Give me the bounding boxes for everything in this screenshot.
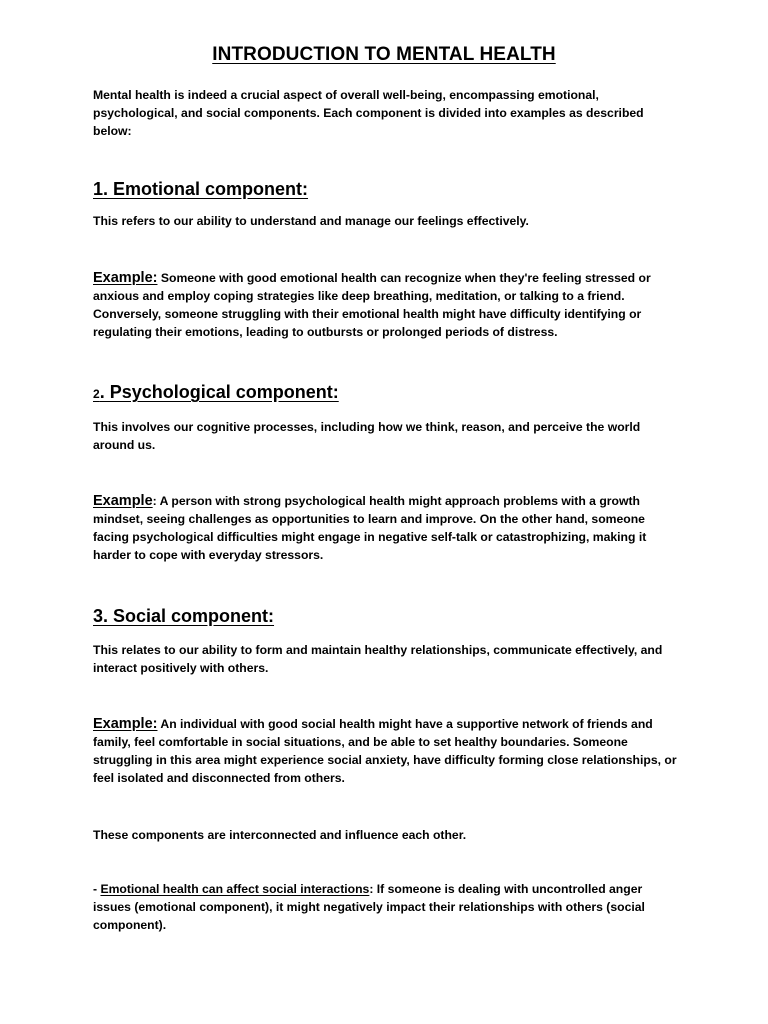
- intro-paragraph: Mental health is indeed a crucial aspect of overall well-being, encompassing emotional, psychological, and social components. Each component is divided into examples as described below:: [93, 88, 644, 138]
- bullet-paragraph: [93, 880, 683, 934]
- bullet-text: : If someone is dealing with uncontrolled anger issues (emotional component), it might negatively impact their relationships with others (social component).: [93, 882, 645, 932]
- example-paragraph-social: [93, 715, 683, 787]
- example-label: Example:: [93, 270, 158, 286]
- section-description-emotional: This refers to our ability to understand and manage our feelings effectively.: [93, 214, 529, 228]
- bullet-dash: -: [93, 882, 101, 896]
- example-label: Example: [93, 493, 153, 509]
- example-text: An individual with good social health might have a supportive network of friends and family, feel comfortable in social situations, and be able to set healthy boundaries. Someone struggling in this area might experience social anxiety, have difficulty forming close relationships, or feel isolated and disconnected from others.: [93, 717, 677, 785]
- section-heading-social: 3. Social component:: [93, 606, 275, 626]
- interconnection-paragraph: These components are interconnected and influence each other.: [93, 828, 467, 842]
- example-paragraph-emotional: [93, 269, 683, 341]
- section-heading-emotional: 1. Emotional component:: [93, 179, 309, 199]
- bullet-label: Emotional health can affect social interactions: [100, 882, 370, 896]
- section-description-social: This relates to our ability to form and maintain healthy relationships, communicate effectively, and interact positively with others.: [93, 643, 663, 675]
- document-title: INTRODUCTION TO MENTAL HEALTH: [212, 44, 556, 65]
- section-heading-psychological: [93, 382, 683, 403]
- section-number: 2: [93, 387, 100, 401]
- section-description-psychological: This involves our cognitive processes, including how we think, reason, and perceive the world around us.: [93, 420, 641, 452]
- example-label: Example:: [93, 716, 158, 732]
- example-text: Someone with good emotional health can recognize when they're feeling stressed or anxious and employ coping strategies like deep breathing, meditation, or talking to a friend. Conversely, someone struggling with their emotional health might have difficulty identifying or regulating their emotions, leading to outbursts or prolonged periods of distress.: [93, 271, 651, 339]
- example-paragraph-psychological: [93, 492, 683, 564]
- example-text: : A person with strong psychological health might approach problems with a growth mindset, seeing challenges as opportunities to learn and improve. On the other hand, someone facing psychological difficulties might engage in negative self-talk or catastrophizing, making it harder to cope with everyday stressors.: [93, 494, 647, 562]
- section-heading-text: . Psychological component:: [99, 382, 339, 402]
